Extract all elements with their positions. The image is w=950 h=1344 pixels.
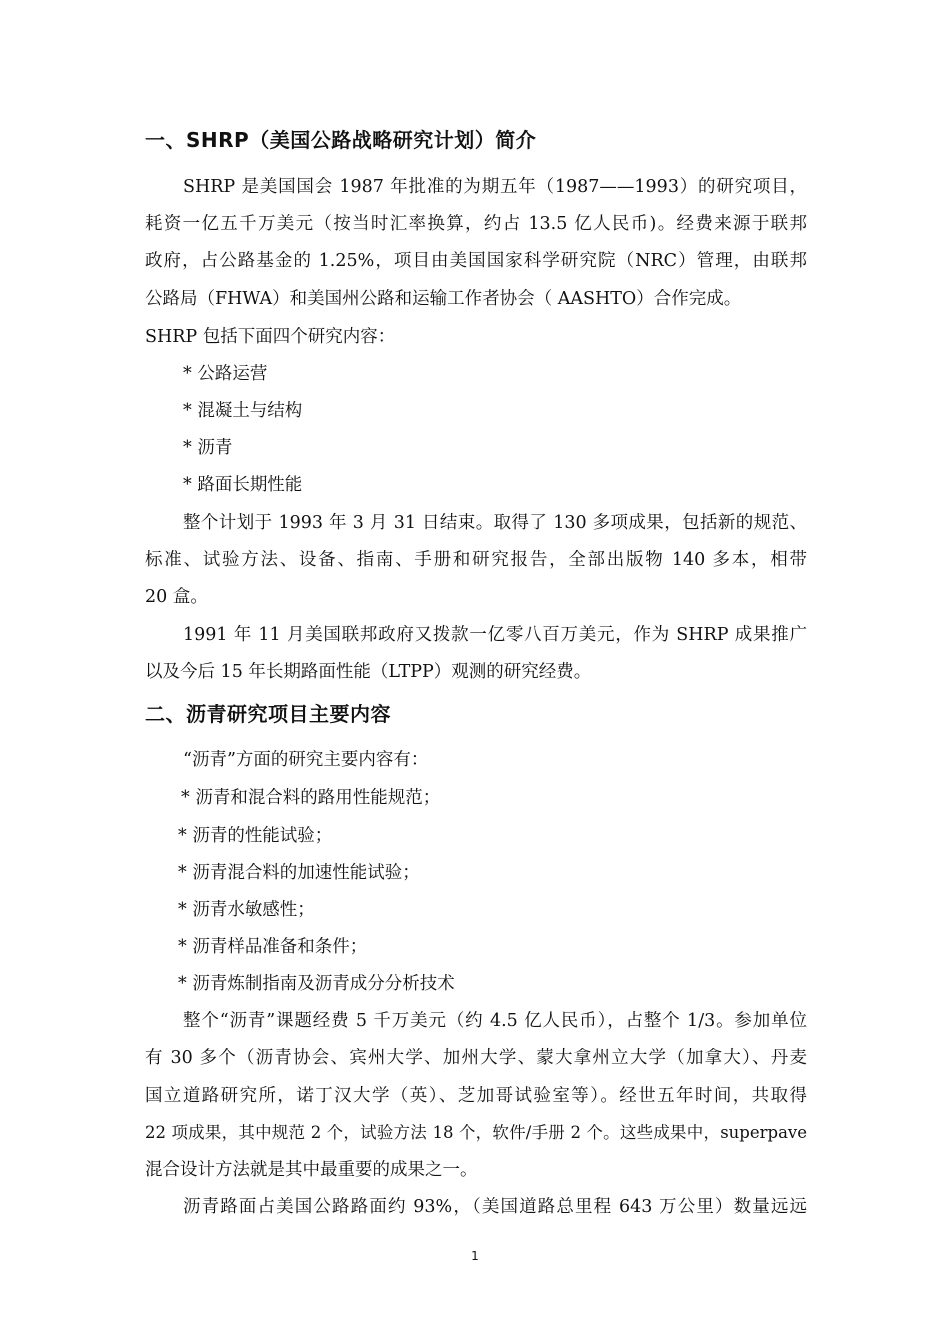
list-item: * 混凝土与结构: [183, 401, 303, 421]
list-intro: SHRP 包括下面四个研究内容：: [145, 327, 396, 347]
paragraph-line: 沥青路面占美国公路路面约 93%，（美国道路总里程 643 万公里）数量远远: [183, 1197, 807, 1217]
list-item: * 沥青炼制指南及沥青成分分析技术: [178, 974, 455, 994]
paragraph-line: 政府，占公路基金的 1.25%，项目由美国国家科学研究院（NRC）管理，由联邦: [145, 251, 807, 271]
list-item: * 沥青的性能试验；: [178, 826, 333, 846]
paragraph-line: 国立道路研究所，诺丁汉大学（英）、芝加哥试验室等）。经世五年时间，共取得: [145, 1086, 807, 1106]
page-number: 1: [471, 1249, 479, 1263]
paragraph-line: 公路局（FHWA）和美国州公路和运输工作者协会（ AASHTO）合作完成。: [145, 289, 742, 309]
paragraph-line: 整个“沥青”课题经费 5 千万美元（约 4.5 亿人民币），占整个 1/3。参加单位: [183, 1011, 807, 1031]
list-item: * 沥青水敏感性；: [178, 900, 315, 920]
paragraph-line: 整个计划于 1993 年 3 月 31 日结束。取得了 130 多项成果，包括新的规范、: [183, 513, 807, 533]
list-item: * 沥青样品准备和条件；: [178, 937, 368, 957]
paragraph-line: 混合设计方法就是其中最重要的成果之一。: [145, 1160, 478, 1180]
paragraph-line: 20 盒。: [145, 587, 208, 607]
paragraph-line: 以及今后 15 年长期路面性能（LTPP）观测的研究经费。: [145, 662, 592, 682]
paragraph-line: SHRP 是美国国会 1987 年批准的为期五年（1987——1993）的研究项目，: [183, 177, 807, 197]
paragraph-line: 耗资一亿五千万美元（按当时汇率换算，约占 13.5 亿人民币)。经费来源于联邦: [145, 214, 807, 234]
section-2-heading: 二、沥青研究项目主要内容: [145, 702, 391, 726]
paragraph-line: 22 项成果，其中规范 2 个，试验方法 18 个，软件/手册 2 个。这些成果中，superpave: [145, 1123, 807, 1142]
list-item: * 路面长期性能: [183, 475, 303, 495]
list-item: * 沥青: [183, 438, 233, 458]
paragraph-line: 1991 年 11 月美国联邦政府又拨款一亿零八百万美元，作为 SHRP 成果推广: [183, 625, 807, 645]
list-item: * 沥青混合料的加速性能试验；: [178, 863, 420, 883]
list-item: * 公路运营: [183, 364, 268, 384]
section-1-heading: 一、SHRP（美国公路战略研究计划）简介: [145, 128, 537, 152]
paragraph-line: 有 30 多个（沥青协会、宾州大学、加州大学、蒙大拿州立大学（加拿大）、丹麦: [145, 1048, 807, 1068]
list-intro: “沥青”方面的研究主要内容有：: [183, 750, 429, 770]
paragraph-line: 标准、试验方法、设备、指南、手册和研究报告，全部出版物 140 多本，相带: [145, 550, 807, 570]
list-item: * 沥青和混合料的路用性能规范；: [181, 788, 441, 808]
